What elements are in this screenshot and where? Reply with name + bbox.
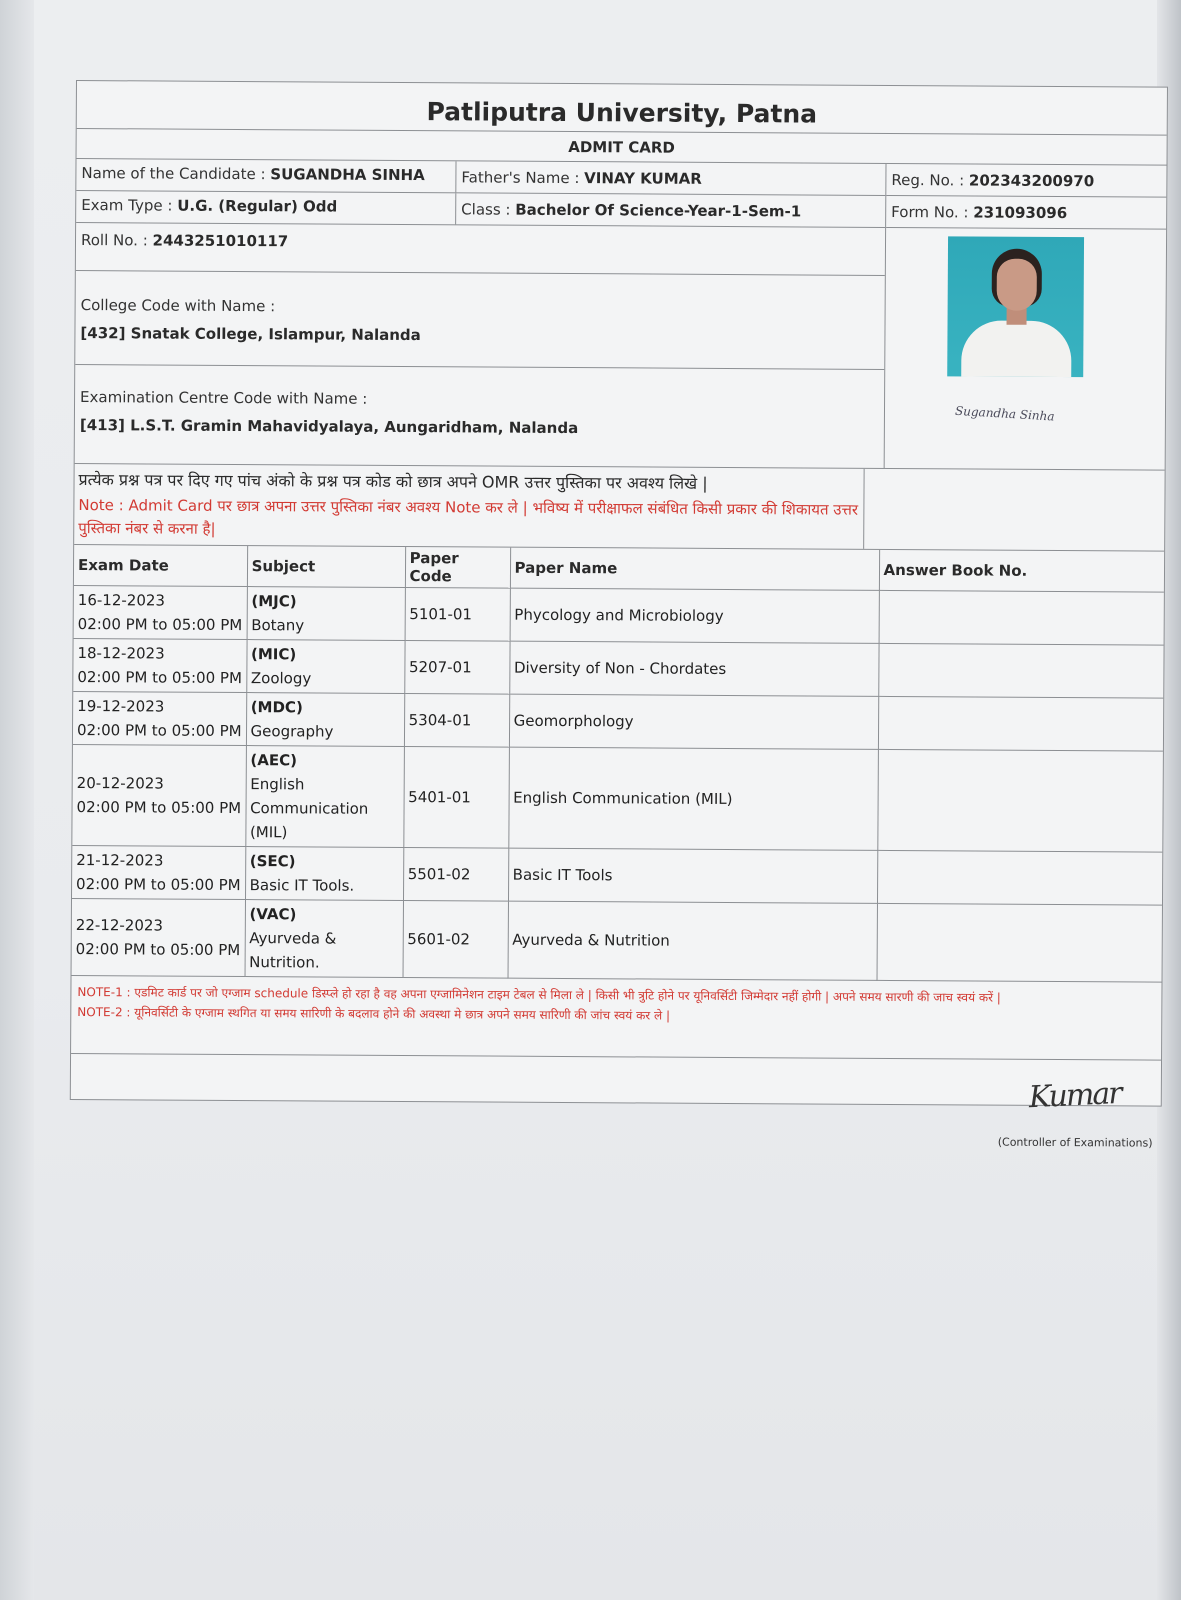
note-1: NOTE-1 : एडमिट कार्ड पर जो एग्जाम schedule डिस्प्ले हो रहा है वह अपना एग्जामिनेशन टाइम टेबल से मिला ले | किसी भी त्रुटि होने पर यूनिवर्सिटी जिम्मेदार नहीं होगी | अपने समय सारणी की जाच स्वयं करें | bbox=[77, 985, 1001, 1005]
answer-book-cell bbox=[877, 903, 1162, 982]
subject-cell bbox=[245, 746, 404, 848]
subject-cell bbox=[247, 587, 405, 641]
exam-date: 20-12-2023 bbox=[76, 774, 164, 793]
subject-name: Zoology bbox=[250, 669, 312, 688]
reg-number: 202343200970 bbox=[968, 171, 1095, 191]
instructions-block bbox=[74, 464, 1164, 552]
centre-box bbox=[75, 365, 885, 464]
roll-number-box bbox=[76, 223, 885, 276]
candidate-photo bbox=[947, 236, 1084, 377]
paper-name: English Communication (MIL) bbox=[508, 747, 878, 850]
subject-name: Basic IT Tools. bbox=[249, 876, 355, 895]
exam-type-label: Exam Type : bbox=[81, 196, 178, 215]
roll-number: 2443251010117 bbox=[152, 231, 289, 251]
paper-code: 5501-02 bbox=[403, 848, 508, 902]
subject-cell bbox=[246, 693, 404, 747]
table-row bbox=[72, 744, 1163, 852]
class-cell bbox=[456, 193, 885, 227]
photo-area bbox=[885, 228, 1166, 470]
candidate-info-left bbox=[75, 159, 887, 468]
candidate-info bbox=[75, 159, 1167, 471]
centre-name: [413] L.S.T. Gramin Mahavidyalaya, Aungaridham, Nalanda bbox=[79, 416, 579, 438]
father-name-cell bbox=[456, 161, 885, 195]
document-title: ADMIT CARD bbox=[77, 129, 1167, 166]
exam-date: 19-12-2023 bbox=[77, 697, 165, 716]
candidate-name-label: Name of the Candidate : bbox=[81, 164, 271, 184]
exam-type-cell bbox=[76, 191, 456, 224]
subject-name: English Communication (MIL) bbox=[249, 775, 369, 842]
exam-date-cell bbox=[73, 691, 246, 745]
class-label: Class : bbox=[461, 200, 516, 219]
exam-date: 22-12-2023 bbox=[75, 916, 164, 935]
paper-edge-left bbox=[0, 0, 34, 1600]
subject-cell bbox=[246, 640, 404, 694]
exam-time: 02:00 PM to 05:00 PM bbox=[77, 668, 242, 688]
table-row bbox=[72, 845, 1162, 905]
exam-schedule-table bbox=[72, 545, 1165, 983]
header-answer-book: Answer Book No. bbox=[879, 550, 1164, 592]
college-label: College Code with Name : bbox=[80, 296, 276, 316]
schedule-header-row bbox=[74, 545, 1164, 592]
photo-face bbox=[997, 259, 1037, 311]
exam-date: 21-12-2023 bbox=[76, 851, 164, 870]
paper-code: 5601-02 bbox=[403, 901, 508, 979]
subject-name: Ayurveda & Nutrition. bbox=[249, 929, 337, 972]
exam-date: 18-12-2023 bbox=[77, 644, 165, 663]
father-name-label: Father's Name : bbox=[461, 168, 585, 188]
subject-code: (SEC) bbox=[249, 852, 296, 871]
omr-instruction: प्रत्येक प्रश्न पत्र पर दिए गए पांच अंको के प्रश्न पत्र कोड को छात्र अपने OMR उत्तर पुस्तिका पर अवश्य लिखे | bbox=[78, 470, 708, 493]
candidate-name-cell bbox=[76, 159, 456, 192]
paper-name: Diversity of Non - Chordates bbox=[509, 641, 878, 696]
exam-date-cell bbox=[72, 845, 245, 899]
subject-code: (MIC) bbox=[251, 645, 297, 664]
paper-code: 5207-01 bbox=[404, 641, 509, 695]
subject-cell bbox=[245, 900, 403, 978]
answer-book-cell bbox=[879, 590, 1164, 645]
table-row bbox=[72, 898, 1162, 982]
header-paper-code: Paper Code bbox=[405, 547, 510, 588]
form-label: Form No. : bbox=[891, 202, 974, 222]
roll-label: Roll No. : bbox=[80, 231, 153, 250]
controller-sign-area bbox=[70, 1054, 1161, 1161]
note-2: NOTE-2 : यूनिवर्सिटी के एग्जाम स्थगित या समय सारिणी के बदलाव होने की अवस्था मे छात्र अपने समय सारिणी की जांच स्वयं कर ले | bbox=[77, 1005, 671, 1023]
class-value: Bachelor Of Science-Year-1-Sem-1 bbox=[515, 200, 802, 221]
subject-code: (MDC) bbox=[250, 698, 303, 717]
university-title: Patliputra University, Patna bbox=[77, 81, 1167, 136]
reg-label: Reg. No. : bbox=[891, 170, 969, 190]
name-row bbox=[76, 159, 885, 196]
form-number: 231093096 bbox=[973, 203, 1068, 223]
paper-name: Ayurveda & Nutrition bbox=[508, 901, 877, 980]
subject-cell bbox=[245, 847, 403, 901]
header-paper-name: Paper Name bbox=[510, 548, 879, 591]
candidate-signature: Sugandha Sinha bbox=[954, 403, 1055, 424]
paper-code: 5304-01 bbox=[404, 694, 509, 748]
table-row bbox=[74, 585, 1164, 645]
exam-time: 02:00 PM to 05:00 PM bbox=[76, 721, 242, 741]
paper-name: Phycology and Microbiology bbox=[510, 588, 879, 643]
photo-body bbox=[961, 320, 1071, 377]
candidate-info-right bbox=[885, 164, 1167, 470]
paper-code: 5401-01 bbox=[403, 747, 509, 849]
header-exam-date: Exam Date bbox=[74, 545, 247, 587]
paper-name: Basic IT Tools bbox=[508, 848, 877, 903]
answer-book-cell bbox=[878, 696, 1163, 751]
exam-date-cell bbox=[72, 744, 246, 846]
form-number-cell bbox=[886, 196, 1166, 230]
admit-card bbox=[70, 80, 1168, 1150]
exam-date-cell bbox=[72, 898, 246, 976]
instructions-blank bbox=[864, 469, 1164, 551]
instructions-text bbox=[74, 464, 864, 549]
exam-time: 02:00 PM to 05:00 PM bbox=[75, 940, 241, 960]
table-row bbox=[73, 691, 1163, 751]
answer-book-cell bbox=[877, 850, 1162, 905]
exam-date: 16-12-2023 bbox=[77, 591, 166, 610]
subject-code: (VAC) bbox=[249, 905, 297, 924]
answer-book-cell bbox=[878, 643, 1163, 698]
subject-name: Geography bbox=[250, 722, 334, 741]
exam-time: 02:00 PM to 05:00 PM bbox=[77, 615, 243, 635]
college-box bbox=[75, 271, 885, 370]
exam-type-row bbox=[76, 191, 885, 228]
table-row bbox=[73, 638, 1163, 698]
subject-name: Botany bbox=[251, 616, 305, 635]
exam-time: 02:00 PM to 05:00 PM bbox=[76, 798, 242, 818]
header-subject: Subject bbox=[247, 546, 405, 587]
controller-signature: Kumar bbox=[1028, 1076, 1122, 1116]
centre-label: Examination Centre Code with Name : bbox=[80, 388, 368, 408]
subject-code: (MJC) bbox=[251, 592, 297, 611]
college-name: [432] Snatak College, Islampur, Nalanda bbox=[80, 324, 421, 345]
subject-code: (AEC) bbox=[250, 751, 298, 770]
father-name: VINAY KUMAR bbox=[584, 169, 702, 188]
reg-number-cell bbox=[886, 164, 1166, 198]
exam-date-cell bbox=[73, 638, 246, 692]
paper-code: 5101-01 bbox=[405, 588, 510, 642]
candidate-name: SUGANDHA SINHA bbox=[270, 165, 425, 185]
answer-book-note: Note : Admit Card पर छात्र अपना उत्तर पुस्तिका नंबर अवश्य Note कर ले | भविष्य में परीक्षाफल संबंधित किसी प्रकार की शिकायत उत्तर पुस्तिका नंबर से करना है| bbox=[78, 496, 859, 538]
footer-notes bbox=[71, 976, 1161, 1061]
exam-time: 02:00 PM to 05:00 PM bbox=[76, 875, 241, 895]
paper-name: Geomorphology bbox=[509, 694, 878, 749]
answer-book-cell bbox=[877, 749, 1163, 852]
exam-date-cell bbox=[74, 585, 247, 639]
exam-type: U.G. (Regular) Odd bbox=[177, 196, 338, 216]
controller-label: (Controller of Examinations) bbox=[997, 1135, 1153, 1150]
